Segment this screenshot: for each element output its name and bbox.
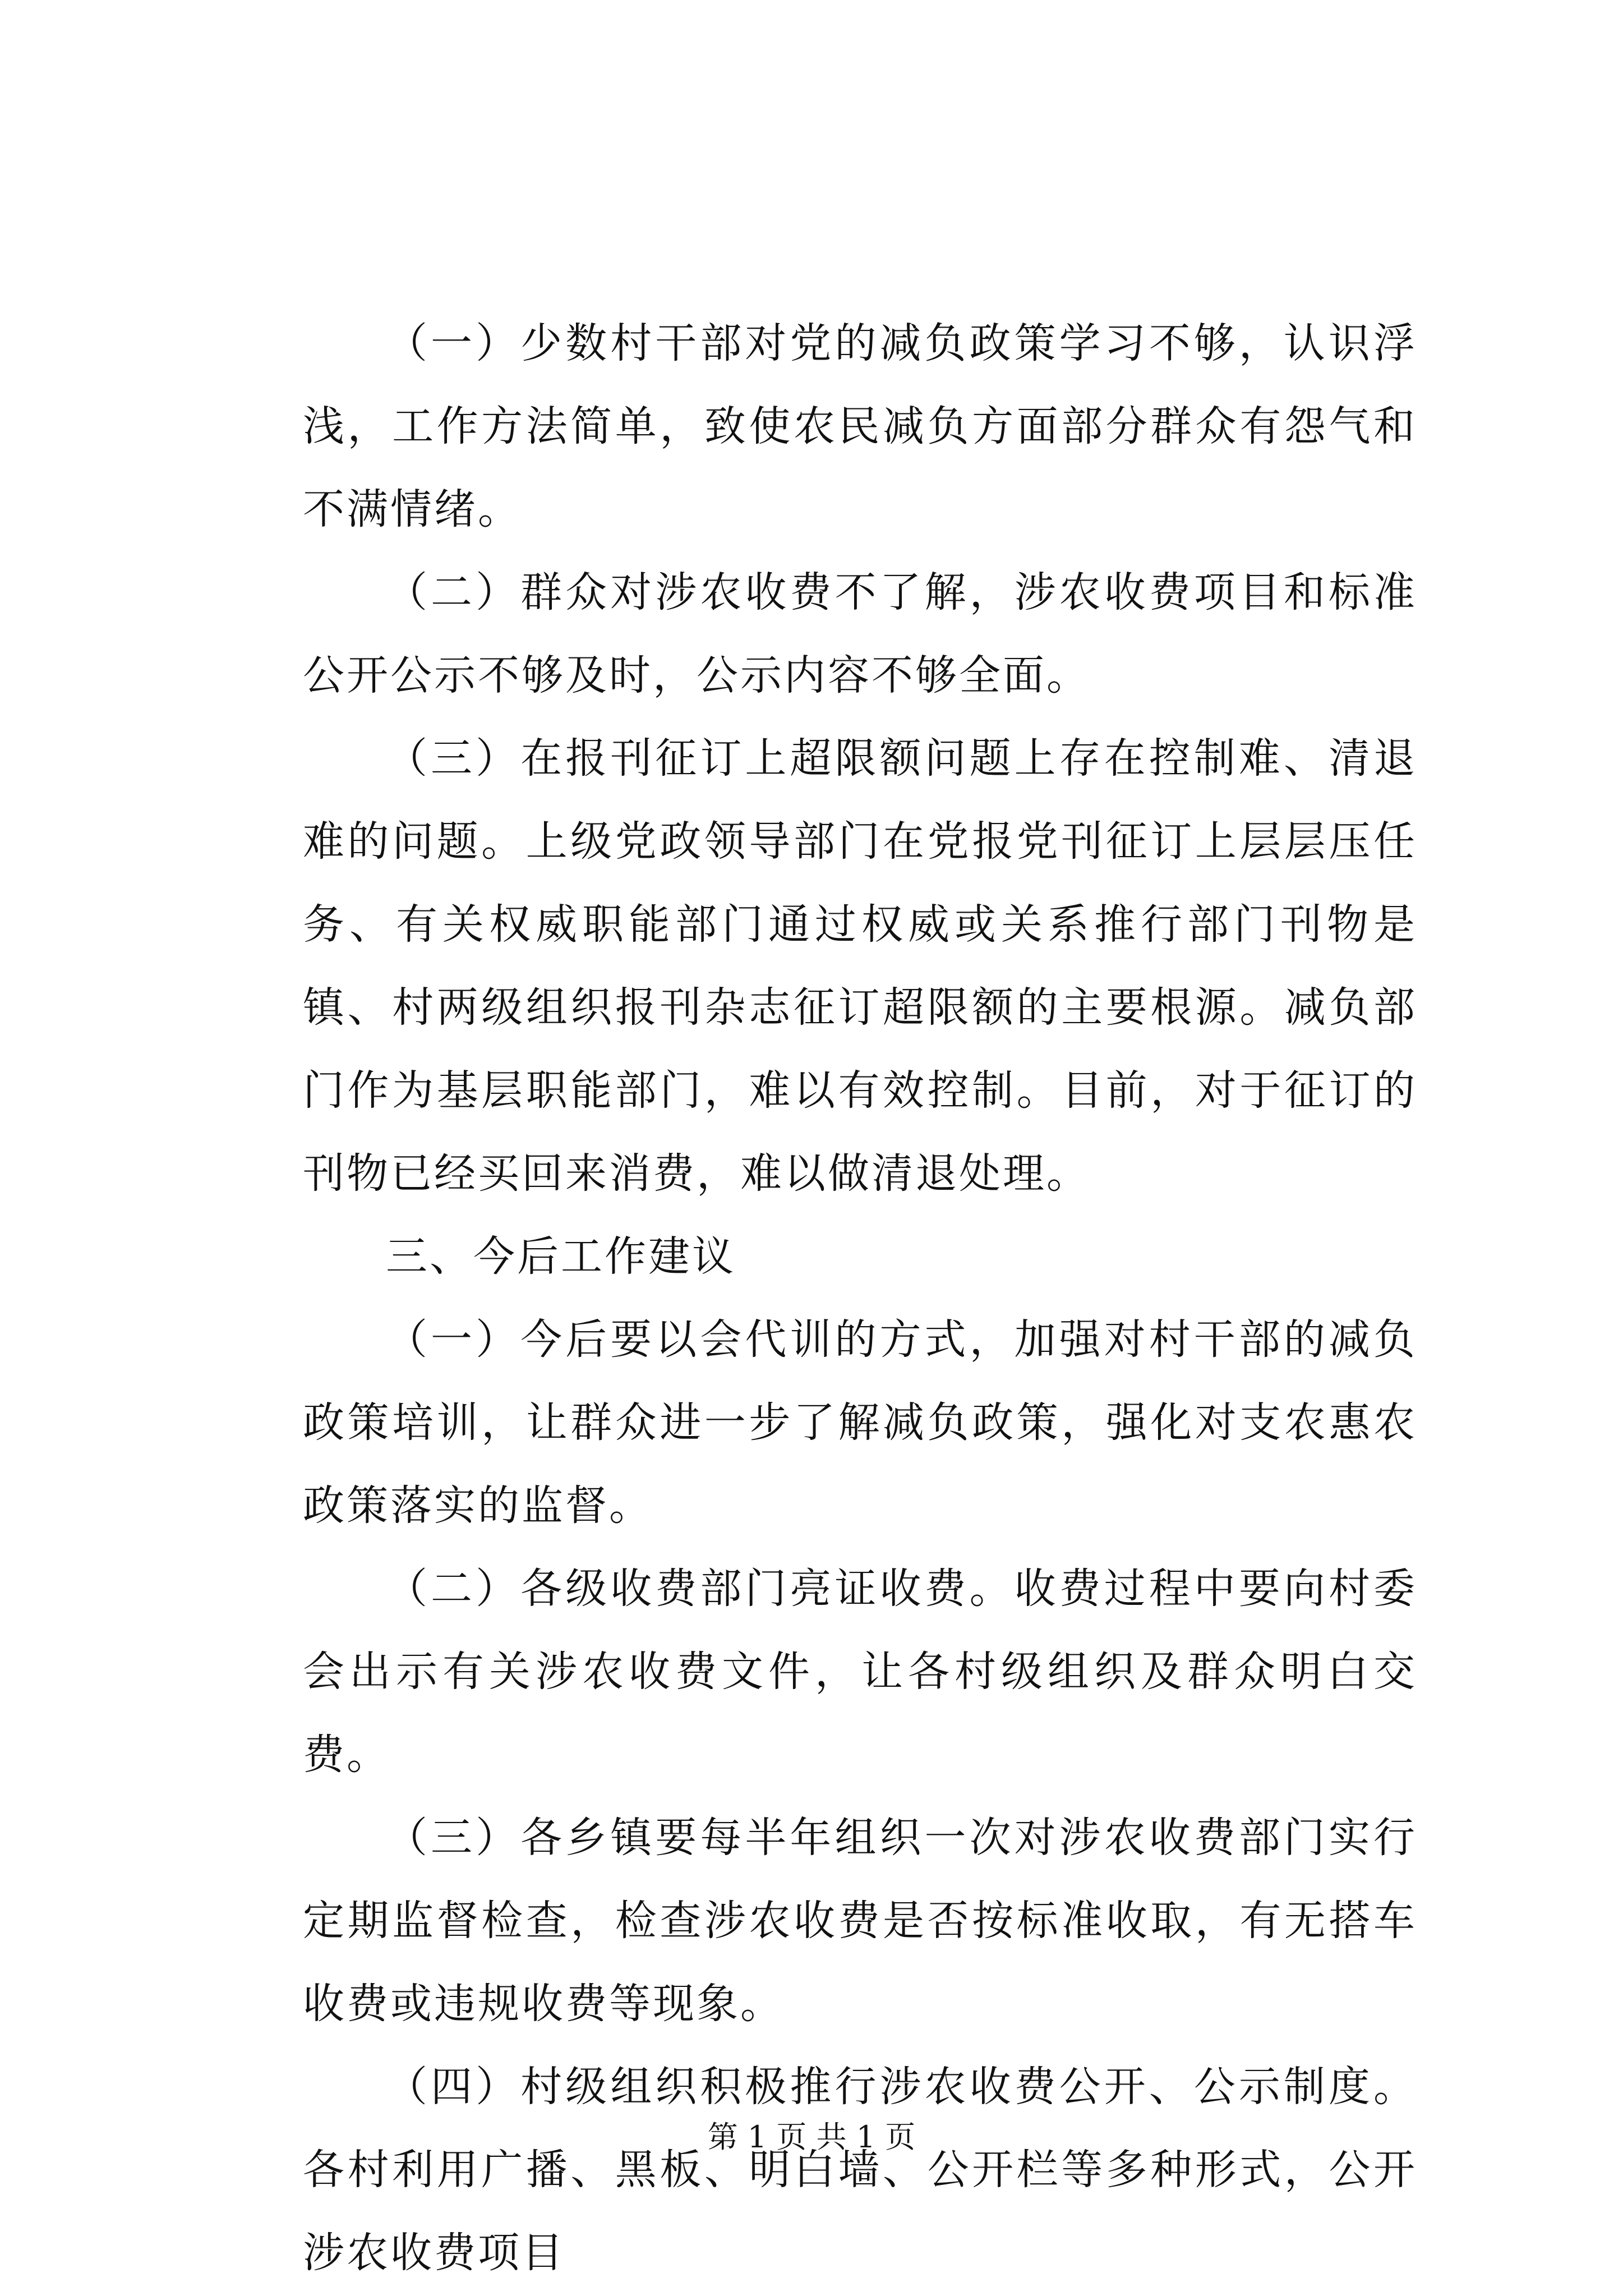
paragraph-suggestion-1: （一）今后要以会代训的方式，加强对村干部的减负政策培训，让群众进一步了解减负政策，强化对支农惠农政策落实的监督。 [303, 1315, 1417, 1530]
document-body [303, 302, 1417, 2294]
paragraph-suggestion-2: （二）各级收费部门亮证收费。收费过程中要向村委会出示有关涉农收费文件，让各村级组织及群众明白交费。 [303, 1565, 1417, 1779]
paragraph-issue-3: （三）在报刊征订上超限额问题上存在控制难、清退难的问题。上级党政领导部门在党报党刊征订上层层压任务、有关权威职能部门通过权威或关系推行部门刊物是镇、村两级组织报刊杂志征订超限额的主要根源。减负部门作为基层职能部门，难以有效控制。目前，对于征订的刊物已经买回来消费，难以做清退处理。 [303, 734, 1417, 1198]
paragraph-suggestion-4: （四）村级组织积极推行涉农收费公开、公示制度。各村利用广播、黑板、明白墙、公开栏等多种形式，公开涉农收费项目 [303, 2063, 1417, 2277]
paragraph-issue-1: （一）少数村干部对党的减负政策学习不够，认识浮浅，工作方法简单，致使农民减负方面部分群众有怨气和不满情绪。 [303, 319, 1417, 533]
page-number-footer: 第 1 页 共 1 页 [707, 2119, 916, 2155]
paragraph-suggestion-3: （三）各乡镇要每半年组织一次对涉农收费部门实行定期监督检查，检查涉农收费是否按标准收取，有无搭车收费或违规收费等现象。 [303, 1814, 1417, 2028]
section-heading-suggestions: 三、今后工作建议 [386, 1232, 736, 1281]
paragraph-issue-2: （二）群众对涉农收费不了解，涉农收费项目和标准公开公示不够及时，公示内容不够全面。 [303, 568, 1417, 700]
